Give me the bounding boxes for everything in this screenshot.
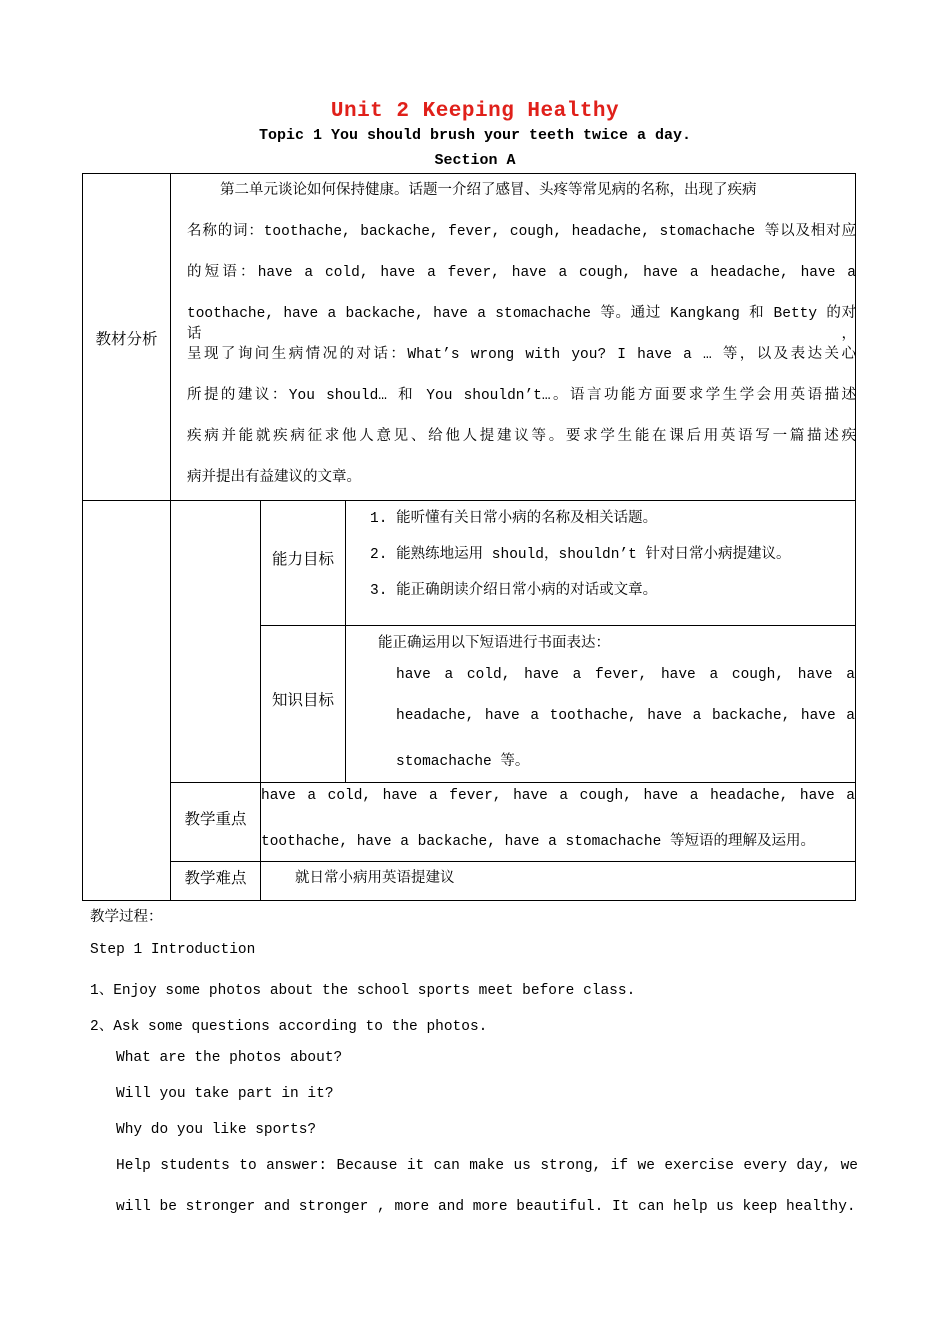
knowledge-line: headache, have a toothache, have a backache, have a: [396, 708, 855, 724]
section-label: Section A: [434, 152, 516, 169]
table-border-right: [855, 173, 856, 901]
question-line: What are the photos about?: [116, 1050, 343, 1066]
answer-line: will be stronger and stronger , more and more beautiful. It can help us keep healthy.: [116, 1199, 856, 1215]
unit-title: Unit 2 Keeping Healthy: [330, 100, 620, 123]
analysis-line: 病并提出有益建议的文章。: [187, 469, 361, 485]
analysis-label: 教材分析: [95, 330, 158, 348]
answer-line: Help students to answer: Because it can make us strong, if we exercise every day, we: [116, 1158, 858, 1174]
analysis-line: toothache, have a backache, have a stomachache 等。通过 Kangkang 和 Betty 的对话，: [187, 306, 856, 343]
table-col-divider-3: [345, 500, 346, 783]
ability-item: 2. 能熟练地运用 should，shouldn’t 针对日常小病提建议。: [370, 547, 791, 563]
knowledge-line: stomachache 等。: [396, 754, 530, 770]
process-item: 1、Enjoy some photos about the school sports meet before class.: [90, 983, 636, 999]
analysis-line: 第二单元谈论如何保持健康。话题一介绍了感冒、头疼等常见病的名称，出现了疾病: [220, 182, 757, 198]
ability-item: 1. 能听懂有关日常小病的名称及相关话题。: [370, 511, 658, 527]
difficulty-label: 教学难点: [184, 869, 247, 887]
analysis-line: 疾病并能就疾病征求他人意见、给他人提建议等。要求学生能在课后用英语写一篇描述疾: [187, 428, 856, 444]
focus-label: 教学重点: [184, 810, 247, 828]
table-divider-focus: [170, 861, 856, 862]
table-col-divider-1: [170, 173, 171, 901]
knowledge-intro: 能正确运用以下短语进行书面表达：: [378, 635, 610, 651]
process-item: 2、Ask some questions according to the photos.: [90, 1019, 488, 1035]
table-divider-ability: [260, 625, 856, 626]
question-line: Why do you like sports?: [116, 1122, 317, 1138]
table-divider-knowledge: [170, 782, 856, 783]
analysis-line: 呈现了询问生病情况的对话：What’s wrong with you? I have a … 等，以及表达关心: [187, 347, 856, 363]
table-border-top: [82, 173, 856, 174]
process-heading: 教学过程：: [90, 909, 163, 925]
difficulty-text: 就日常小病用英语提建议: [295, 870, 455, 886]
focus-line: have a cold, have a fever, have a cough, have a headache, have a: [261, 788, 855, 804]
knowledge-line: have a cold, have a fever, have a cough, have a: [396, 667, 855, 683]
knowledge-label: 知识目标: [271, 691, 334, 709]
topic-subtitle: Topic 1 You should brush your teeth twice a day.: [258, 127, 692, 144]
analysis-line: 的短语：have a cold, have a fever, have a cough, have a headache, have a: [187, 265, 856, 281]
step-heading: Step 1 Introduction: [90, 942, 256, 958]
analysis-line: 名称的词：toothache, backache, fever, cough, headache, stomachache 等以及相对应: [187, 224, 856, 240]
table-border-left: [82, 173, 83, 901]
analysis-line: 所提的建议：You should… 和 You shouldn’t…。语言功能方面要求学生学会用英语描述: [187, 388, 856, 404]
table-divider-analysis: [82, 500, 856, 501]
ability-item: 3. 能正确朗读介绍日常小病的对话或文章。: [370, 583, 658, 599]
focus-line: toothache, have a backache, have a stomachache 等短语的理解及运用。: [261, 834, 815, 850]
question-line: Will you take part in it?: [116, 1086, 334, 1102]
table-border-bottom: [82, 900, 856, 901]
ability-label: 能力目标: [271, 550, 334, 568]
